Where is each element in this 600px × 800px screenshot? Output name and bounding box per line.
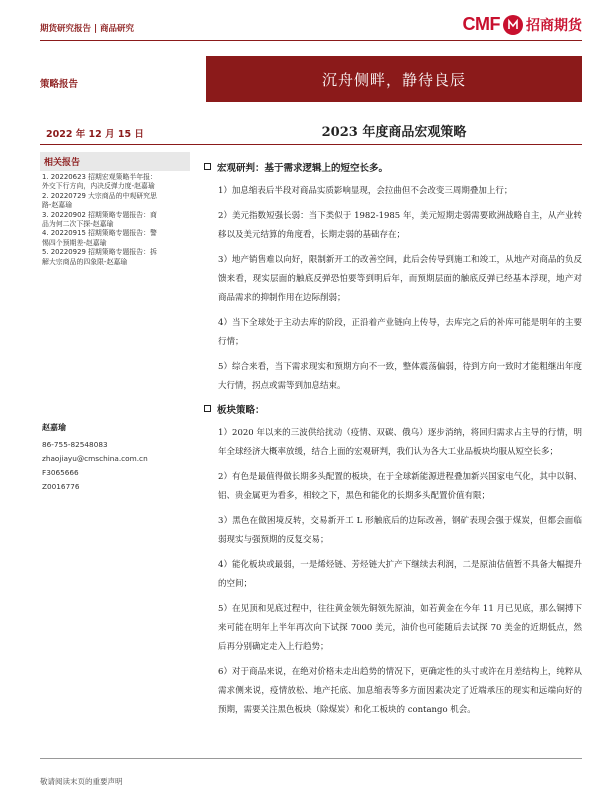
- paragraph: 4）当下全球处于主动去库的阶段，正沿着产业链向上传导，去库完之后的补库可能是明年的主要行情；: [218, 318, 582, 347]
- analyst-phone: 86-755-82548083: [42, 440, 108, 449]
- analyst-license-z: Z0016776: [42, 482, 80, 491]
- logo-text: CMF: [462, 14, 500, 34]
- related-reports-heading: 相关报告: [40, 152, 190, 171]
- paragraph: 6）对于商品来说，在绝对价格未走出趋势的情况下，更确定性的头寸或许在月差结构上，纯粹从需求侧来说，疫情放松、地产托底、加息缩表等多方面因素决定了近端承压的现实和远端向好的预期，需要关注黑色板块（除煤炭）和化工板块的 contango 机会。: [218, 667, 582, 715]
- section-heading-sector: [204, 402, 582, 416]
- related-report-line[interactable]: 4. 20220915 招期策略专题报告：警: [42, 229, 157, 238]
- top-label: 期货研究报告 | 商品研究: [40, 24, 135, 34]
- paragraph: 1）2020 年以来的三波供给扰动（疫情、双碳、俄乌）逐步消纳，将回归需求占主导的行情，明年全球经济大概率放缓，结合上面的宏观研判，我们认为各大工业品板块均服从短空长多；: [218, 428, 582, 457]
- footer-disclaimer: 敬请阅读末页的重要声明: [40, 777, 123, 786]
- paragraph: 2）有色是最值得做长期多头配置的板块，在于全球新能源进程叠加新兴国家电气化，其中以铜、铝、贵金属更为看多，相较之下，黑色和能化的长期多头配置价值有限；: [218, 472, 582, 501]
- top-divider: [40, 40, 582, 41]
- section-heading-text: 板块策略：: [217, 405, 265, 416]
- related-report-line[interactable]: 5. 20220929 招期策略专题报告：拆: [42, 248, 157, 257]
- analyst-license-f: F3065666: [42, 468, 79, 477]
- section-heading-macro: [204, 160, 582, 174]
- headline-banner: [206, 56, 582, 102]
- related-report-line[interactable]: 惕四个预期差-赵嘉瑜: [42, 238, 107, 247]
- paragraph: 2）美元指数短强长弱：当下类似于 1982-1985 年，美元短期走弱需要欧洲战略自主，从产业转移以及美元结算的角度看，长期走弱的基础存在；: [218, 211, 582, 240]
- sidebar: [40, 152, 190, 736]
- paragraph: 5）综合来看，当下需求现实和预期方向不一致，整体震荡偏弱，待到方向一致时才能粗继出年度大行情，拐点或需等到加息结束。: [218, 362, 582, 391]
- paragraph: 1）加息缩表后半段对商品实质影响显现，会拉曲但不会改变三周期叠加上行；: [218, 186, 513, 196]
- section-heading-text: 宏观研判：基于需求逻辑上的短空长多。: [217, 163, 389, 174]
- bottom-divider: [40, 758, 582, 759]
- report-type: 策略报告: [40, 79, 79, 90]
- related-report-line[interactable]: 品为何二次下探-赵嘉瑜: [42, 220, 114, 229]
- related-report-line[interactable]: 2. 20220729 大宗商品的中观研究思: [42, 191, 157, 200]
- logo-badge-icon: [503, 15, 523, 35]
- related-report-line[interactable]: 解大宗商品的四象限-赵嘉瑜: [42, 257, 128, 266]
- report-date: 2022 年 12 月 15 日: [46, 129, 144, 140]
- paragraph: 4）能化板块或最弱，一是烯烃链、芳烃链大扩产下继续去利润，二是原油估值暂不具备大幅提升的空间；: [218, 560, 582, 589]
- company-logo: [463, 14, 583, 35]
- logo-cn: 招商期货: [526, 17, 582, 34]
- title-divider: [40, 144, 582, 145]
- main-content: [204, 158, 582, 748]
- document-title: 2023 年度商品宏观策略: [321, 125, 467, 140]
- related-report-line[interactable]: 3. 20220902 招期策略专题报告：商: [42, 210, 157, 219]
- checkbox-square-icon: [204, 405, 211, 412]
- related-reports-list: [40, 171, 190, 267]
- related-report-line[interactable]: 路-赵嘉瑜: [42, 201, 73, 210]
- analyst-name: 赵嘉瑜: [42, 423, 66, 432]
- related-report-line[interactable]: 外交下行方向，内决反弹力度-赵嘉瑜: [42, 182, 155, 191]
- analyst-email[interactable]: zhaojiayu@cmschina.com.cn: [42, 454, 148, 463]
- paragraph: 3）地产销售难以向好，限制新开工的改善空间，此后会传导到施工和竣工，从地产对商品的负反馈来看，现实层面的触底反弹恐怕要等到明后年，而预期层面的触底反弹已经基本浮现，地产对商品需求的抑制作用在边际削弱；: [218, 255, 582, 303]
- analyst-info: [42, 422, 190, 494]
- headline: 沉舟侧畔，静待良辰: [321, 70, 466, 89]
- related-report-line[interactable]: 1. 20220623 招期宏观策略半年报：: [42, 173, 157, 181]
- checkbox-square-icon: [204, 163, 211, 170]
- paragraph: 5）在见顶和见底过程中，往往黄金领先铜领先原油，如若黄金在今年 11 月已见底，那么铜搏下来可能在明年上半年再次向下试探 7000 美元，油价也可能随后去试探 70 美金的近期低点，然后再分别确定走入上行趋势；: [218, 604, 582, 652]
- paragraph: 3）黑色在做困境反转，交易新开工 L 形触底后的边际改善，钢矿表现会强于煤炭，但都会面临弱现实与强预期的反复交易；: [218, 516, 582, 545]
